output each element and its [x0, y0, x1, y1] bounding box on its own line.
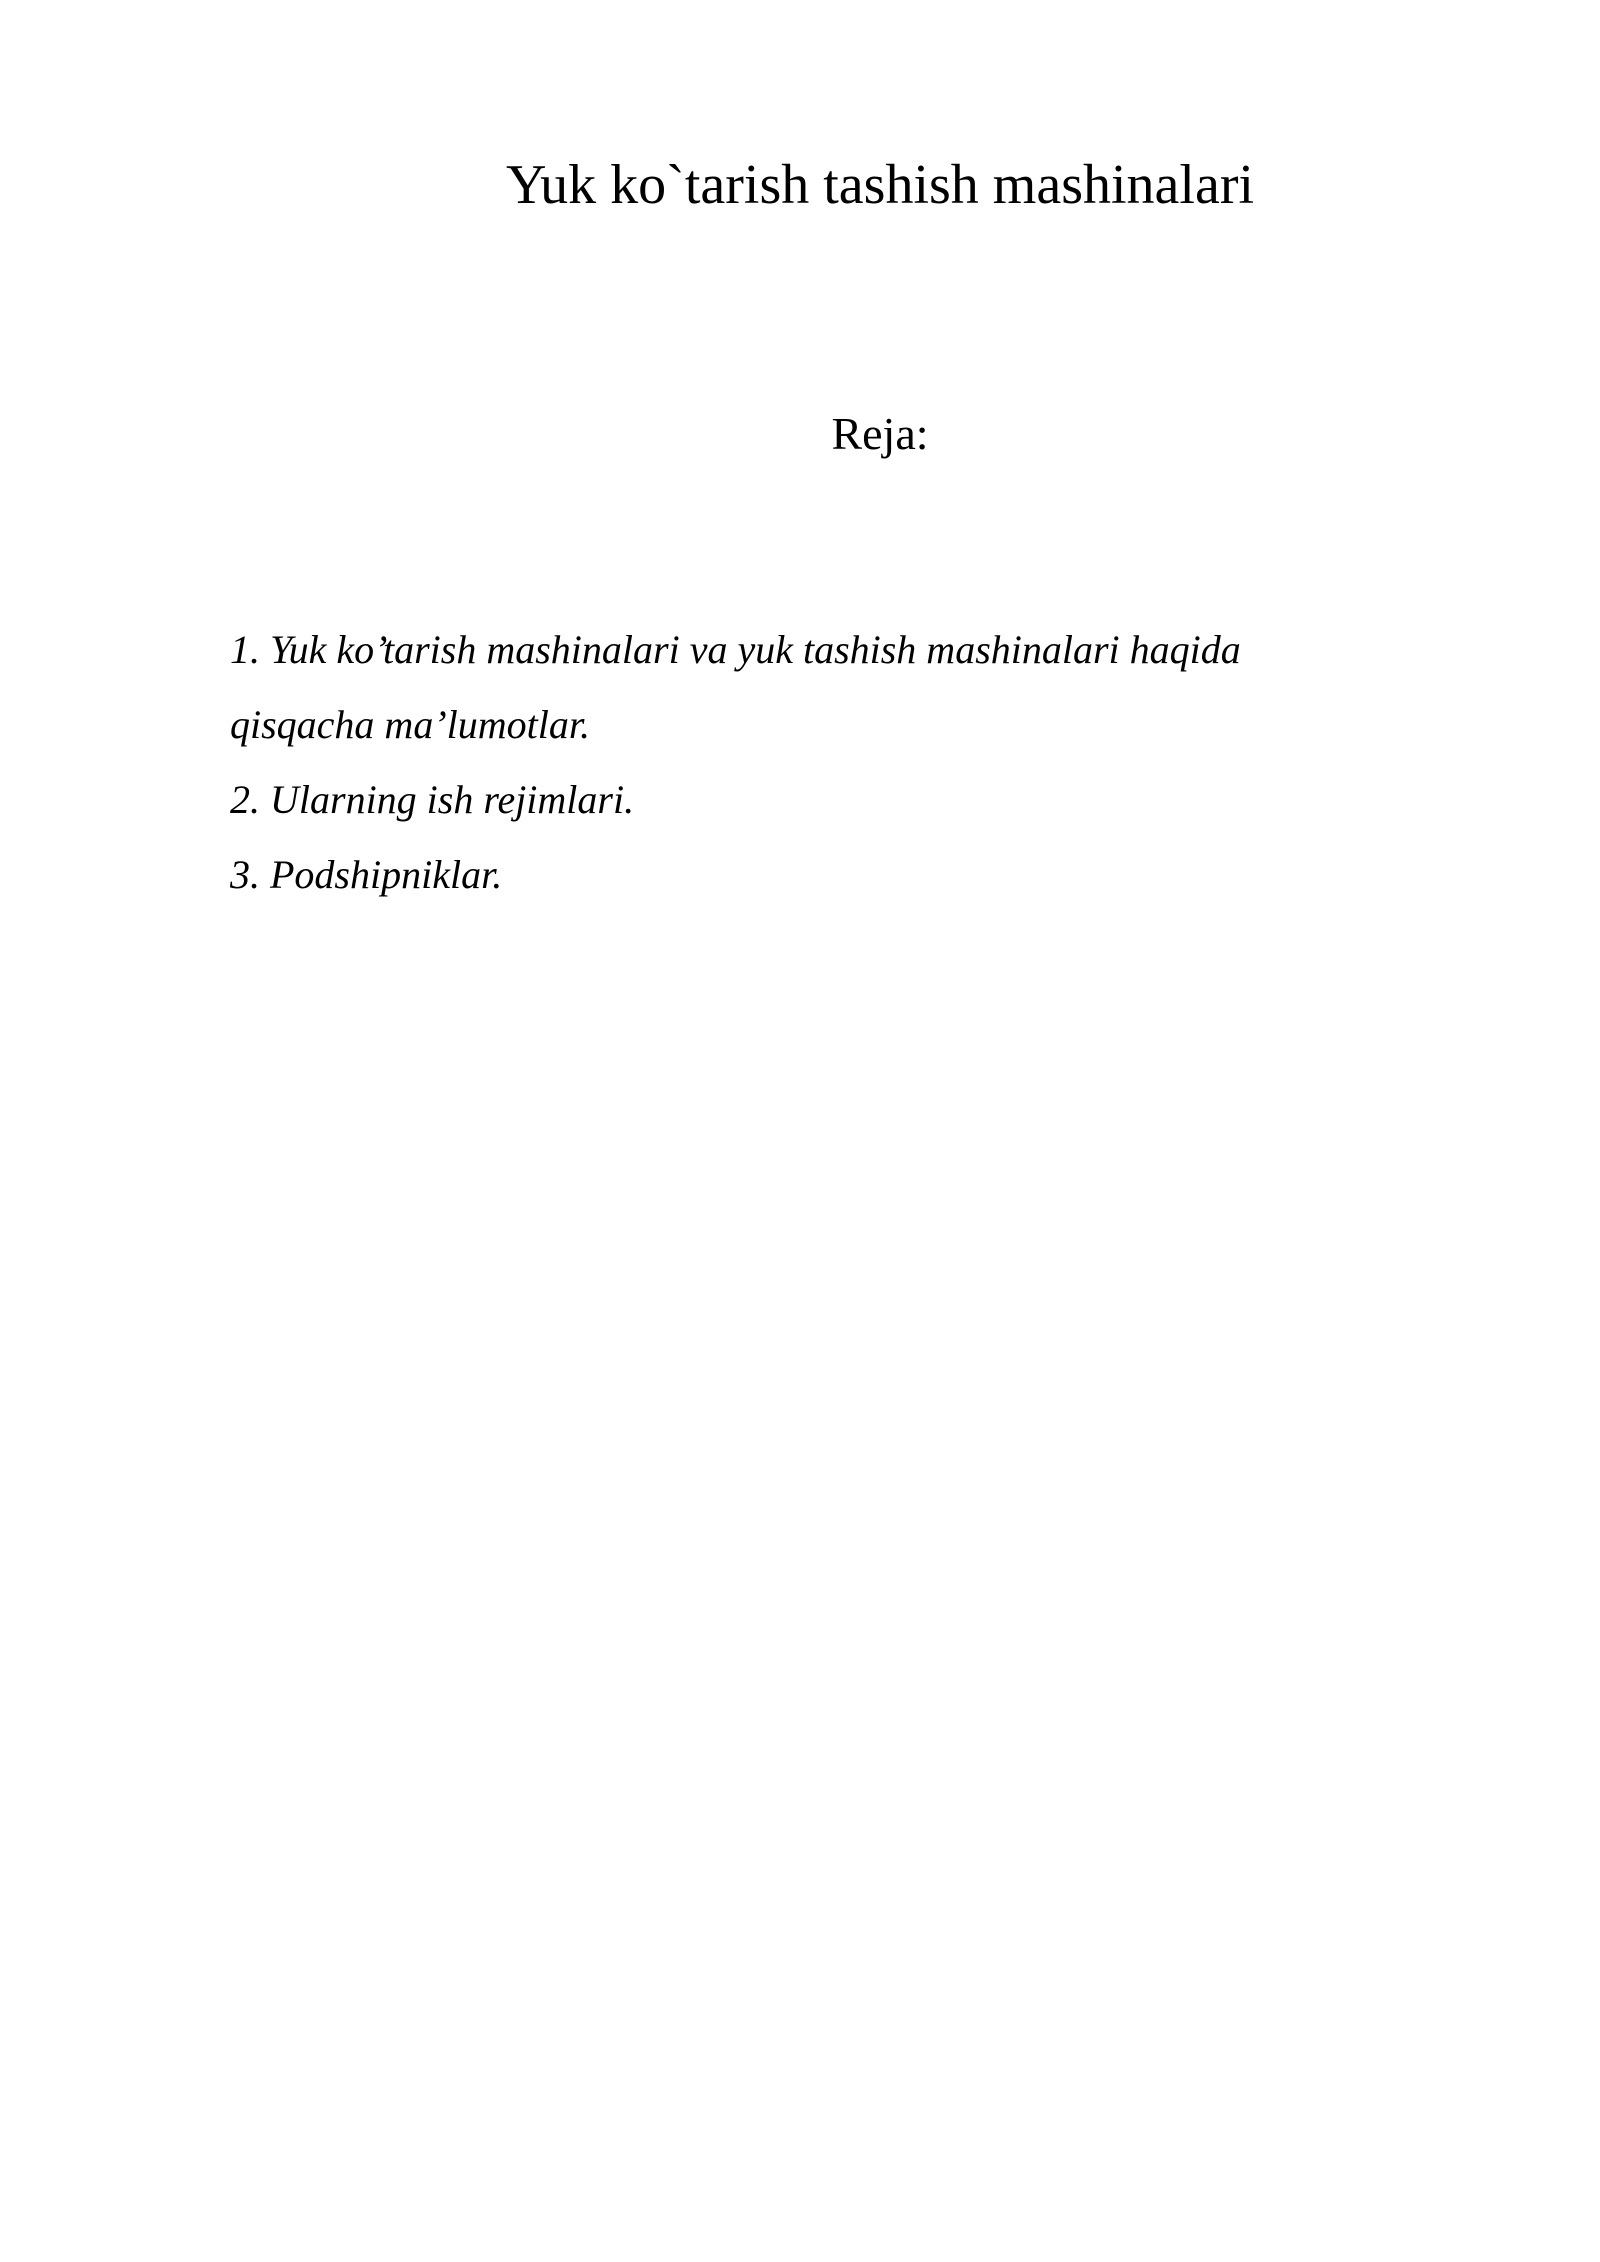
- plan-heading: Reja:: [831, 408, 929, 459]
- plan-item: 2. Ularning ish rejimlari.: [230, 777, 635, 822]
- plan-item: 1. Yuk ko’tarish mashinalari va yuk tashish mashinalari haqida qisqacha ma’lumotlar.: [230, 627, 1241, 747]
- plan-item: 3. Podshipniklar.: [230, 852, 503, 897]
- document-title: Yuk ko`tarish tashish mashinalari: [505, 154, 1255, 216]
- plan-list: [230, 612, 1380, 912]
